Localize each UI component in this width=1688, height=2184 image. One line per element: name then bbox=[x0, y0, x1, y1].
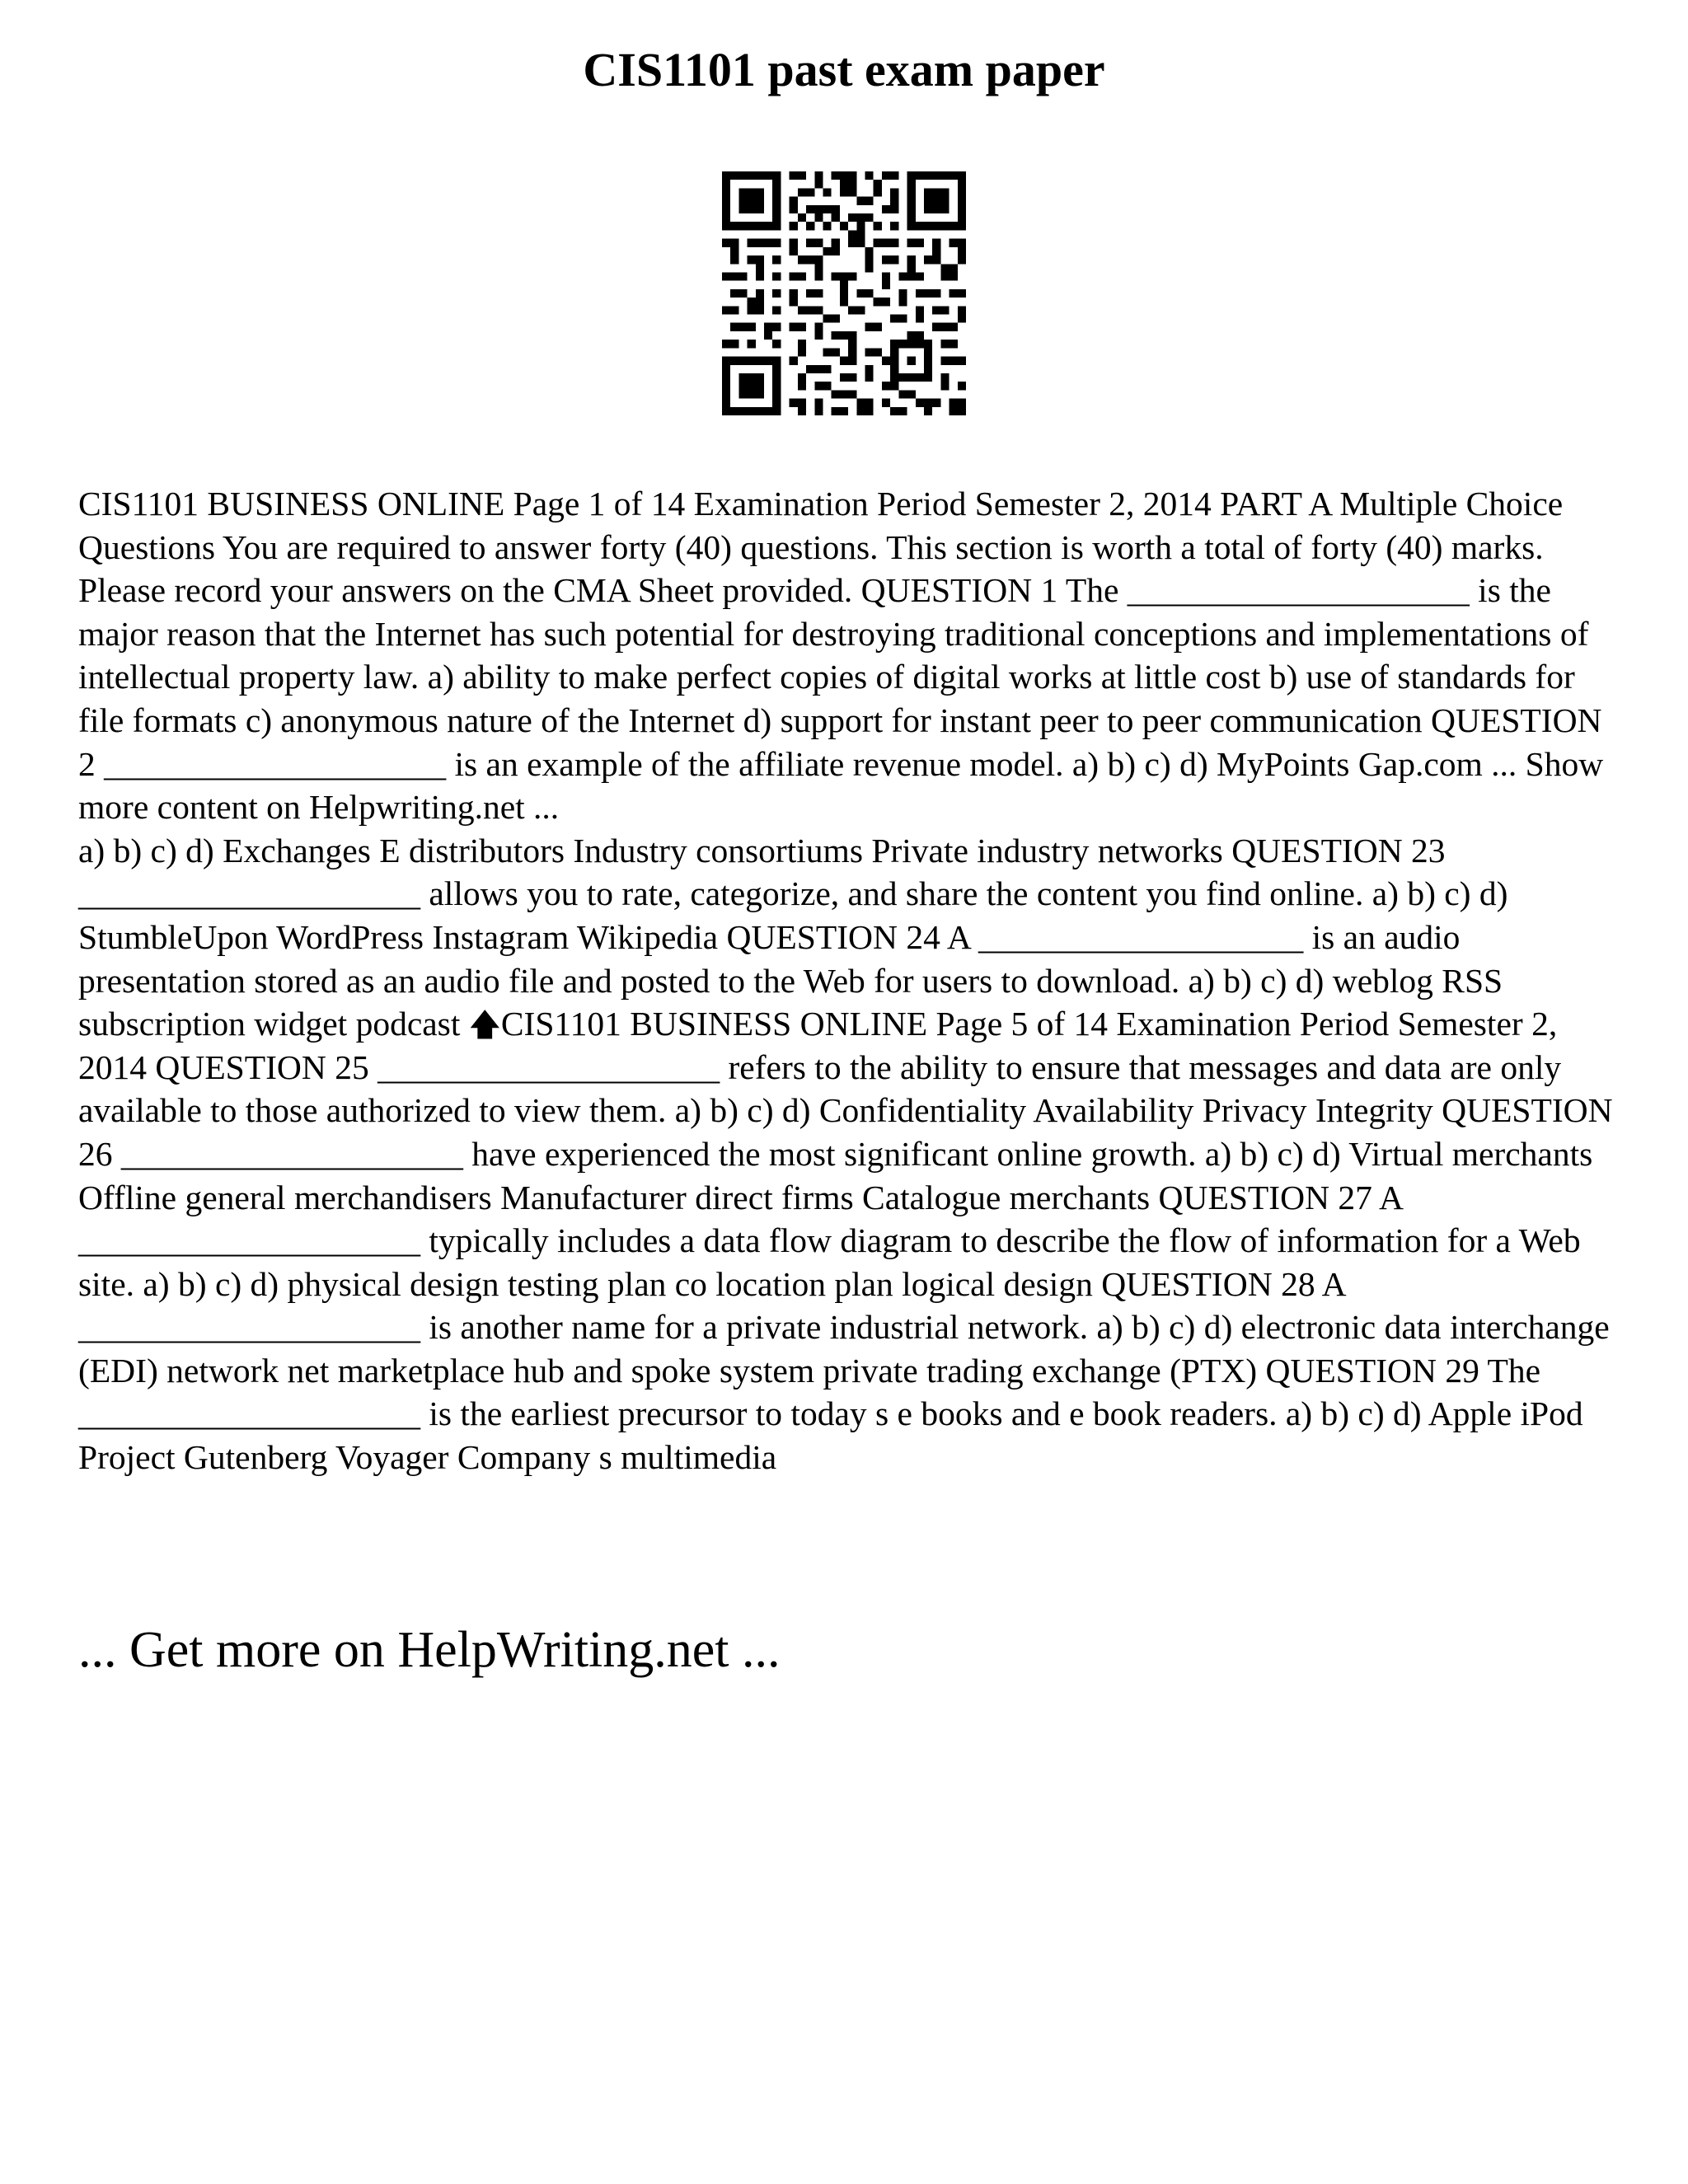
get-more-link[interactable]: ... Get more on HelpWriting.net ... bbox=[78, 1622, 781, 1678]
qr-code-icon bbox=[722, 171, 966, 415]
excerpt-page-5 bbox=[78, 829, 1620, 1479]
excerpt-page-5-questions-23-24: a) b) c) d) Exchanges E distributors Industry consortiums Private industry networks QUESTION 23 ____________________ allows you to rate, categorize, and share the content you find online. a) b) c) d) StumbleUpon WordPress Instagram Wikipedia QUESTION 24 A ___________________ is an audio presentation stored as an audio file and posted to the Web for users to download. a) b) c) d) weblog RSS subscription widget podcast bbox=[78, 831, 1508, 1043]
page-title: CIS1101 past exam paper bbox=[583, 43, 1105, 96]
exam-excerpt bbox=[78, 482, 1620, 1479]
excerpt-page-1: CIS1101 BUSINESS ONLINE Page 1 of 14 Examination Period Semester 2, 2014 PART A Multiple Choice Questions You are required to answer forty (40) questions. This section is worth a total of forty (40) marks. Please record your answers on the CMA Sheet provided. QUESTION 1 The ____________________ is the major reason that the Internet has such potential for destroying traditional conceptions and implementations of intellectual property law. a) ability to make perfect copies of digital works at little cost b) use of standards for file formats c) anonymous nature of the Internet d) support for instant peer to peer communication QUESTION 2 ____________________ is an example of the affiliate revenue model. a) b) c) d) MyPoints Gap.com ... Show more content on Helpwriting.net ... bbox=[78, 485, 1604, 827]
up-arrow-icon: 🡅 bbox=[468, 1006, 501, 1043]
excerpt-page-5-questions-25-29: CIS1101 BUSINESS ONLINE Page 5 of 14 Examination Period Semester 2, 2014 QUESTION 25 ____________________ refers to the ability to ensure that messages and data are only available to those authorized to view them. a) b) c) d) Confidentiality Availability Privacy Integrity QUESTION 26 ____________________ have experienced the most significant online growth. a) b) c) d) Virtual merchants Offline general merchandisers Manufacturer direct firms Catalogue merchants QUESTION 27 A ____________________ typically includes a data flow diagram to describe the flow of information for a Web site. a) b) c) d) physical design testing plan co location plan logical design QUESTION 28 A ____________________ is another name for a private industrial network. a) b) c) d) electronic data interchange (EDI) network net marketplace hub and spoke system private trading exchange (PTX) QUESTION 29 The ____________________ is the earliest precursor to today s e books and e book readers. a) b) c) d) Apple iPod Project Gutenberg Voyager Company s multimedia bbox=[78, 1005, 1613, 1477]
